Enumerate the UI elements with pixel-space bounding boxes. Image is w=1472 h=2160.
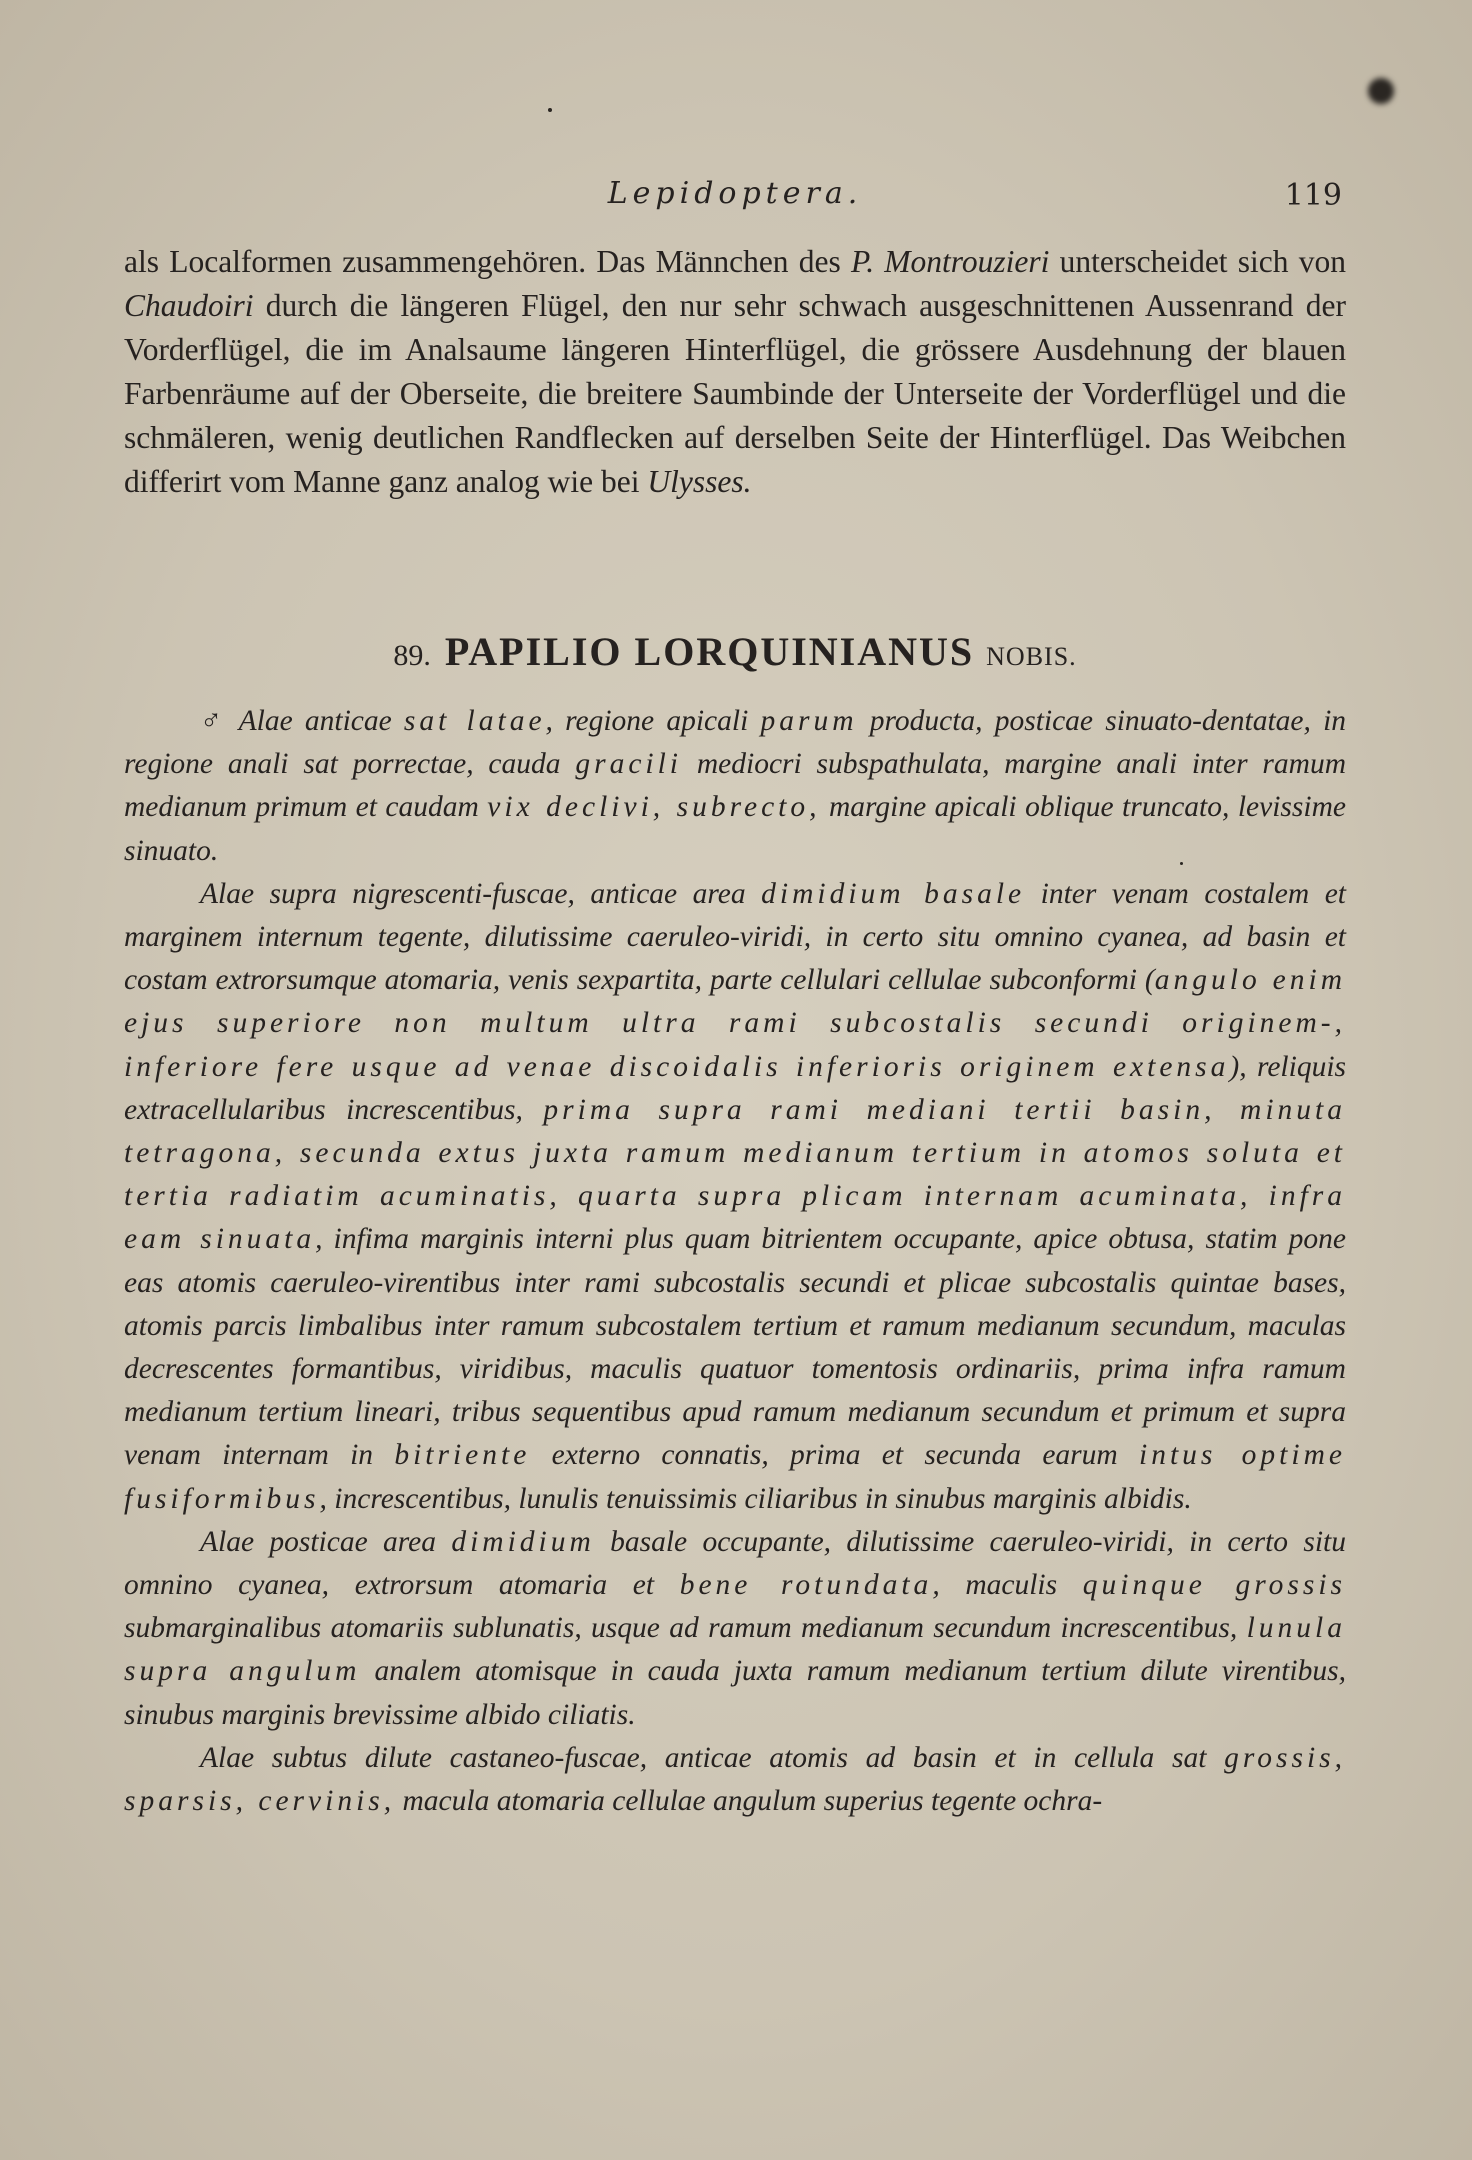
text-run: , maculis [932,1569,1083,1602]
spaced-text: grossis, sparsis, cervinis, [124,1741,1346,1818]
text-run: externo connatis, prima et secunda earum [530,1439,1140,1472]
section-heading [124,628,1346,675]
text-run: analem atomisque in cauda juxta ramum medianum tertium dilute virentibus, sinubus marginis brevissime albido ciliatis. [124,1655,1346,1731]
text-run: macula atomaria cellulae angulum superius tegente ochra- [395,1785,1103,1818]
page-number: 119 [1284,178,1342,213]
text-run: , regione apicali [545,705,761,737]
text-run: inter venam costalem et marginem internum tegente, dilutissime caeruleo-viridi, in certo situ omnino cyanea, ad basin et costam extrorsumque atomaria, venis sexpartita, parte cellulari cellulae subconformi ( [124,877,1346,997]
running-title: Lepidoptera. [607,176,863,211]
latin-description [124,700,1346,1823]
spaced-text: quinque grossis [1082,1569,1346,1602]
spaced-text: parum [760,705,858,737]
spaced-text: bene rotundata [679,1569,933,1602]
description-paragraph [124,1521,1346,1737]
spaced-text: dimidium basale [761,877,1026,910]
text-run: Alae subtus dilute castaneo-fuscae, anticae atomis ad basin et in cellula sat [200,1741,1225,1774]
spaced-text: prima supra rami mediani tertii basin, minuta tetragona, secunda extus juxta ramum medianum tertium in atomos soluta et tertia radiatim acuminatis, quarta supra plicam internam acuminata, infra eam sinuata [124,1093,1346,1256]
text-run: Alae supra nigrescenti-fuscae, anticae area [200,877,762,910]
intro-text: als Localformen zusammengehören. Das Männchen des [124,244,852,279]
ink-speck [1180,862,1183,865]
text-run: submarginalibus atomariis sublunatis, usque ad ramum medianum secundum increscentibus, [124,1612,1247,1645]
spaced-text: lunula supra angulum [124,1612,1346,1688]
text-run: ), reliquis extracellularibus increscentibus, [124,1050,1346,1126]
spaced-text: vix declivi, subrecto, [487,791,821,824]
species-name: Chaudoiri [124,288,254,323]
spaced-text: intus optime fusiformibus [124,1439,1346,1515]
section-title: PAPILIO LORQUINIANUS [444,629,975,674]
text-run: basale occupante, dilutissime caeruleo-viridi, in certo situ omnino cyanea, extrorsum atomaria et [124,1525,1346,1602]
ink-speck [548,108,552,112]
spaced-text: gracili [575,748,683,781]
text-run: , increscentibus, lunulis tenuissimis ciliaribus in sinubus marginis albidis. [319,1482,1192,1515]
intro-paragraph [124,240,1346,504]
description-paragraph [124,873,1346,1521]
species-name: Ulysses. [647,464,752,499]
male-symbol: ♂ [200,705,227,737]
spaced-text: sat latae [403,705,546,737]
text-run: producta, posticae sinuato-dentatae, in regione anali sat porrectae, cauda [124,705,1347,781]
text-run: mediocri subspathulata, margine anali inter ramum medianum primum et caudam [124,748,1346,824]
intro-text: durch die längeren Flügel, den nur sehr schwach ausgeschnittenen Aussenrand der Vorderflügel, die im Analsaume längeren Hinterflügel, die grössere Ausdehnung der blauen Farbenräume auf der Oberseite, die breitere Saumbinde der Unterseite der Vorderflügel und die schmäleren, wenig deutlichen Randflecken auf derselben Seite der Hinterflügel. Das Weibchen differirt vom Manne ganz analog wie bei [124,288,1346,499]
spaced-text: angulo enim ejus superiore non multum ultra rami subcostalis secundi originem-, inferiore fere usque ad venae discoidalis inferioris originem extensa [124,964,1346,1083]
text-run: margine apicali oblique truncato, levissime sinuato. [124,791,1346,867]
spaced-text: dimidium [451,1525,595,1558]
section-number: 89. [393,639,431,672]
intro-text: unterscheidet sich von [1049,244,1347,279]
text-run: Alae posticae area [200,1525,452,1558]
running-header [124,176,1346,216]
spaced-text: bitriente [394,1439,531,1472]
text-run: Alae anticae [238,705,404,737]
description-paragraph [124,700,1346,873]
description-paragraph [124,1737,1346,1823]
section-author: NOBIS. [986,642,1077,671]
ink-spot [1368,78,1394,104]
text-run: , infima marginis interni plus quam bitrientem occupante, apice obtusa, statim pone eas atomis caeruleo-virentibus inter rami subcostalis secundi et plicae subcostalis quintae bases, atomis parcis limbalibus inter ramum subcostalem tertium et ramum medianum secundum, maculas decrescentes formantibus, viridibus, maculis quatuor tomentosis ordinariis, prima infra ramum medianum tertium lineari, tribus sequentibus apud ramum medianum secundum et primum et supra venam internam in [124,1223,1346,1472]
species-name: P. Montrouzieri [851,244,1050,279]
